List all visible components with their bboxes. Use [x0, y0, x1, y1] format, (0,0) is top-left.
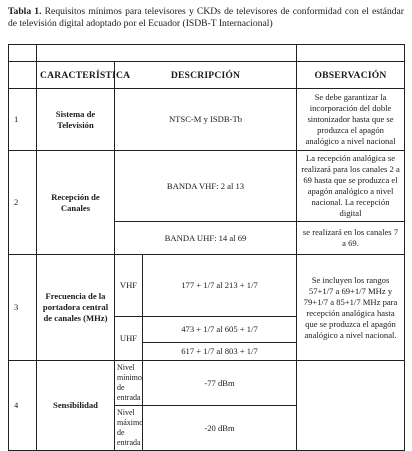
caption-label: Tabla 1. [8, 6, 42, 17]
row-feature: Frecuencia de la portadora central de canales (MHz) [37, 255, 115, 361]
band-label-uhf: UHF [115, 317, 143, 361]
band-value-vhf: 177 + 1/7 al 213 + 1/7 [143, 255, 297, 317]
row-description: NTSC-M y ISDB-Tb [115, 89, 297, 151]
table-row [9, 89, 405, 151]
sens-min-value: -77 dBm [143, 361, 297, 406]
row-feature: Sistema de Televisión [37, 89, 115, 151]
table-row [9, 255, 405, 317]
row-feature: Sensibilidad [37, 361, 115, 451]
band-value-uhf-1: 473 + 1/7 al 605 + 1/7 [143, 317, 297, 343]
row-feature: Recepción de Canales [37, 151, 115, 255]
row-number: 1 [9, 89, 37, 151]
table-row [9, 151, 405, 222]
row-number: 2 [9, 151, 37, 255]
header-observacion: OBSERVACIÓN [297, 62, 405, 89]
band-value-uhf-2: 617 + 1/7 al 803 + 1/7 [143, 343, 297, 361]
sens-min-label: Nivel mínimo de entrada [115, 361, 143, 406]
row-observation: Se incluyen los rangos 57+1/7 a 69+1/7 MHz y 79+1/7 a 85+1/7 MHz para recepción analógica hasta que se produzca el apagón analógico a nivel nacional. [297, 255, 405, 361]
row-number: 3 [9, 255, 37, 361]
sens-max-value: -20 dBm [143, 406, 297, 451]
row-description-uhf: BANDA UHF: 14 al 69 [115, 222, 297, 255]
sens-max-label: Nivel máximo de entrada [115, 406, 143, 451]
caption-text: Requisitos mínimos para televisores y CKDs de televisores de conformidad con el estándar de televisión digital adoptado por el Ecuador (ISDB-T Internacional) [8, 6, 404, 29]
requirements-table [8, 44, 405, 451]
header-row [9, 62, 405, 89]
row-number: 4 [9, 361, 37, 451]
header-caracteristica: CARACTERÍSTICA [37, 62, 115, 89]
band-label-vhf: VHF [115, 255, 143, 317]
row-observation: Se debe garantizar la incorporación del doble sintonizador hasta que se produzca el apagón analógico a nivel nacional [297, 89, 405, 151]
table-caption [8, 6, 404, 30]
header-num [9, 62, 37, 89]
sens-observation-empty [297, 361, 405, 451]
table-spacer-row [9, 45, 405, 62]
table-row [9, 361, 405, 406]
row-description-vhf: BANDA VHF: 2 al 13 [115, 151, 297, 222]
row-observation-uhf: se realizará en los canales 7 a 69. [297, 222, 405, 255]
row-observation-vhf: La recepción analógica se realizará para los canales 2 a 69 hasta que se produzca el apagón analógico a nivel nacional. La recepción digital [297, 151, 405, 222]
header-descripcion: DESCRIPCIÓN [115, 62, 297, 89]
